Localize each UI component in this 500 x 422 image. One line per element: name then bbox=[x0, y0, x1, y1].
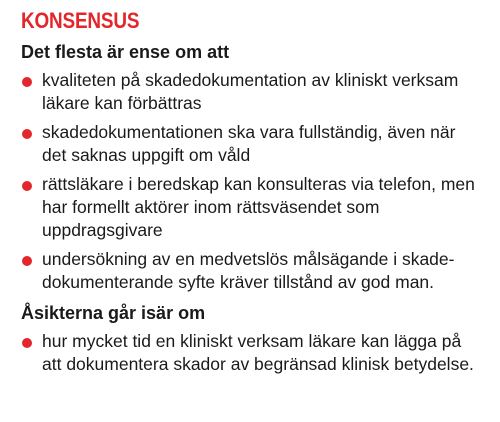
factbox-title: KONSENSUS bbox=[21, 8, 140, 33]
list-item bbox=[21, 248, 480, 294]
list-item-text: skadedokumentationen ska vara fullständig, även när det saknas uppgift om våld bbox=[42, 122, 456, 165]
agreement-heading: Det flesta är ense om att bbox=[21, 42, 230, 62]
list-item bbox=[21, 173, 480, 242]
disagreement-list bbox=[21, 330, 480, 376]
list-item-text: kvaliteten på skadedokumentation av kliniskt verksam läkare kan förbättras bbox=[42, 70, 459, 113]
disagreement-heading: Åsikterna går isär om bbox=[21, 303, 206, 323]
agreement-list bbox=[21, 69, 480, 294]
disagreement-section bbox=[21, 300, 480, 376]
list-item bbox=[21, 121, 480, 167]
bullet-dot-icon bbox=[22, 77, 32, 87]
bullet-dot-icon bbox=[22, 129, 32, 139]
bullet-dot-icon bbox=[22, 256, 32, 266]
list-item bbox=[21, 330, 480, 376]
list-item-text: rättsläkare i beredskap kan konsulteras via telefon, men har formellt aktörer inom rättsväsendet som uppdragsgivare bbox=[42, 174, 475, 240]
agreement-section bbox=[21, 39, 480, 294]
list-item-text: undersökning av en medvetslös målsägande i skade-dokumenterande syfte kräver tillstånd av god man. bbox=[42, 249, 455, 292]
list-item bbox=[21, 69, 480, 115]
list-item-text: hur mycket tid en kliniskt verksam läkare kan lägga på att dokumentera skador av begränsad klinisk betydelse. bbox=[42, 331, 474, 374]
bullet-dot-icon bbox=[22, 338, 32, 348]
bullet-dot-icon bbox=[22, 181, 32, 191]
